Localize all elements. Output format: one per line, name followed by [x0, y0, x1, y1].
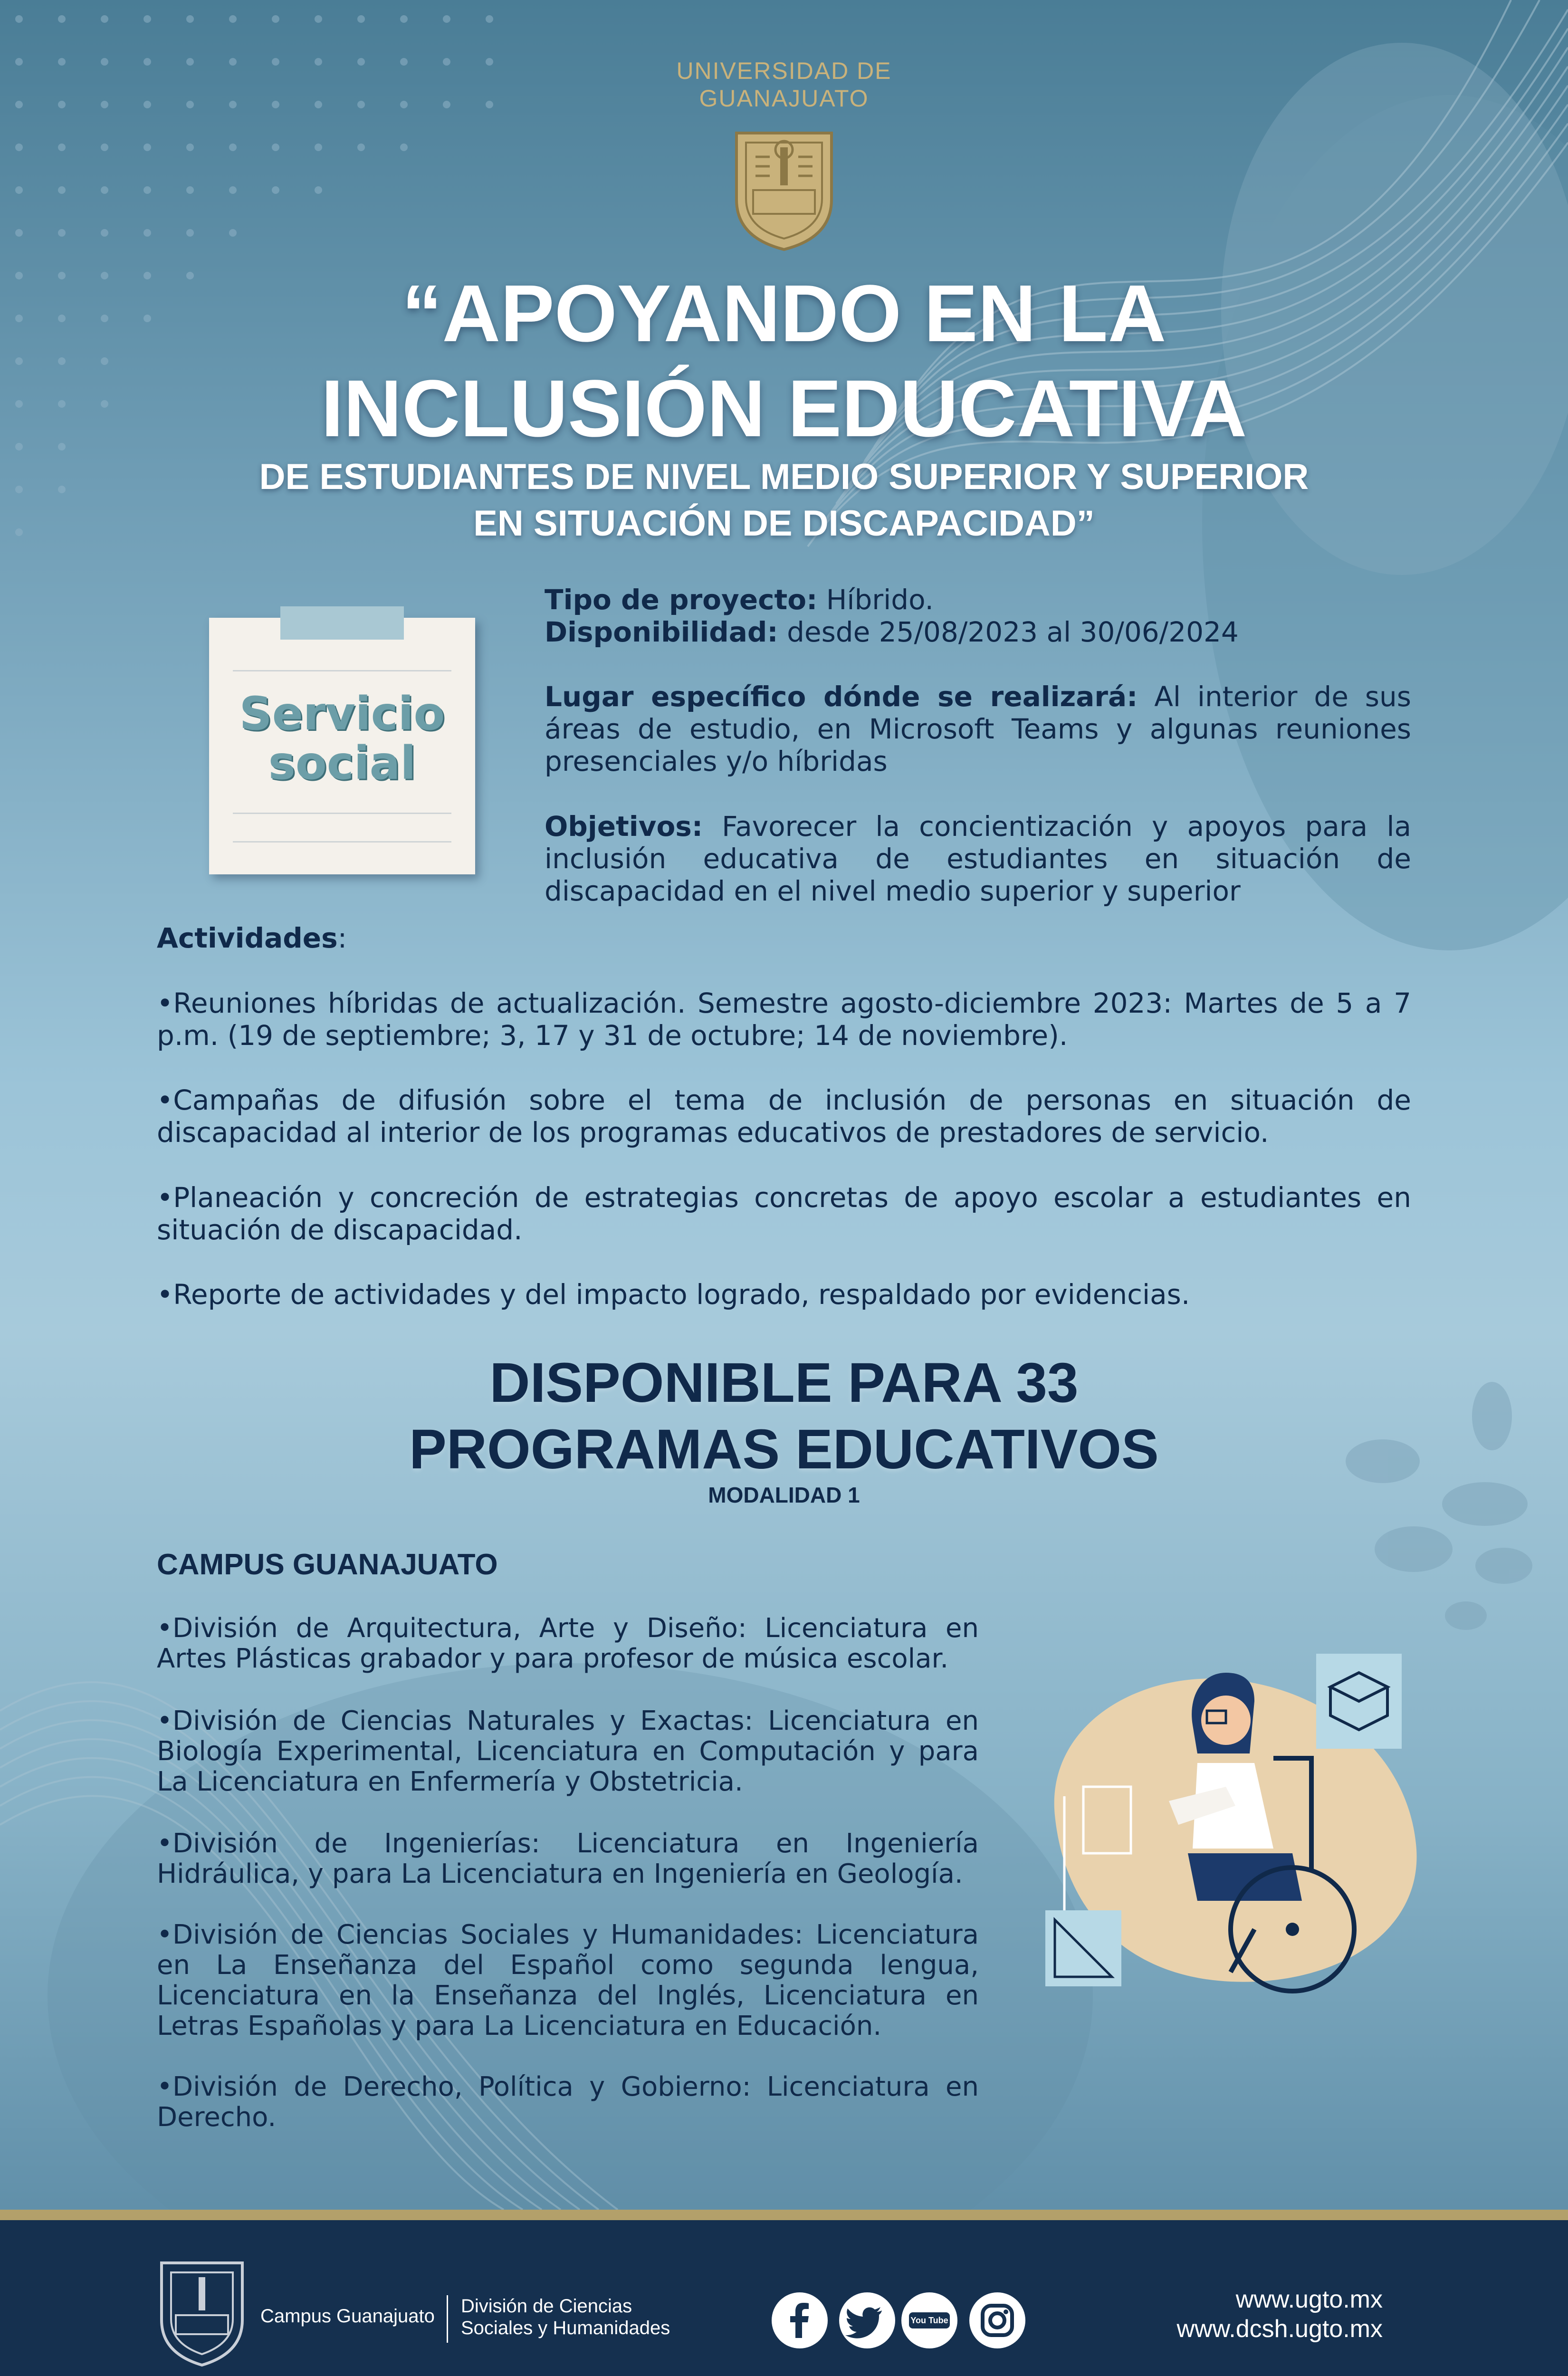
facebook-icon[interactable]	[772, 2292, 828, 2348]
card-label	[209, 689, 475, 788]
program-item: •División de Ciencias Sociales y Humanidades: Licenciatura en La Enseñanza del Español como segunda lengua, Licenciatura en la Enseñanza del Inglés, Licenciatura en Letras Españolas y para La Licenciatura en Educación.	[157, 1919, 979, 2041]
university-seal-icon	[727, 128, 841, 252]
objectives-label: Objetivos:	[545, 810, 703, 843]
activities-label: Actividades	[157, 922, 338, 954]
footer-websites	[1093, 2285, 1383, 2344]
footer-division	[461, 2295, 670, 2339]
location	[545, 680, 1411, 777]
servicio-social-card	[209, 618, 475, 874]
location-value: Al interior de sus áreas de estudio, en Microsoft Teams y algunas reuniones presenciales y/o híbridas	[545, 680, 1412, 777]
subtitle-line2: EN SITUACIÓN DE DISCAPACIDAD”	[473, 503, 1095, 544]
project-type	[545, 584, 1411, 616]
available-heading-line2: PROGRAMAS EDUCATIVOS	[409, 1418, 1159, 1481]
availability-value: desde 25/08/2023 al 30/06/2024	[787, 616, 1239, 648]
university-name	[618, 57, 950, 112]
card-label-line2: social	[268, 737, 416, 790]
youtube-icon[interactable]	[901, 2292, 957, 2348]
youtube-icon-text: You Tube	[910, 2316, 948, 2325]
project-type-value: Híbrido.	[826, 584, 934, 616]
program-item: •División de Derecho, Política y Gobierno: Licenciatura en Derecho.	[157, 2071, 979, 2133]
card-line	[233, 841, 451, 843]
footer-division-line1: División de Ciencias	[461, 2296, 632, 2317]
modalidad-label: MODALIDAD 1	[708, 1483, 860, 1507]
card-tape	[280, 606, 404, 640]
availability	[545, 616, 1411, 648]
university-name-line2: GUANAJUATO	[699, 85, 869, 112]
available-heading-line1: DISPONIBLE PARA 33	[489, 1351, 1079, 1414]
activities-heading	[157, 922, 1411, 954]
objectives-value: Favorecer la concientización y apoyos para la inclusión educativa de estudiantes en situación de discapacidad en el nivel medio superior y superior	[545, 810, 1411, 907]
program-item: •División de Ciencias Naturales y Exactas: Licenciatura en Biología Experimental, Licenciatura en Computación y para La Licenciatura en Enfermería y Obstetricia.	[157, 1705, 979, 1797]
available-heading	[143, 1350, 1425, 1483]
footer-separator	[447, 2295, 448, 2343]
activity-item: •Reuniones híbridas de actualización. Semestre agosto-diciembre 2023: Martes de 5 a 7 p.m. (19 de septiembre; 3, 17 y 31 de octubre; 14 de noviembre).	[157, 987, 1411, 1052]
project-type-label: Tipo de proyecto:	[545, 584, 818, 616]
activity-item: •Campañas de difusión sobre el tema de inclusión de personas en situación de discapacidad al interior de los programas educativos de prestadores de servicio.	[157, 1084, 1411, 1149]
subtitle-line1: DE ESTUDIANTES DE NIVEL MEDIO SUPERIOR Y SUPERIOR	[259, 457, 1309, 497]
card-line	[233, 813, 451, 814]
main-title-line1: “APOYANDO EN LA	[402, 268, 1166, 359]
main-title-line2: INCLUSIÓN EDUCATIVA	[321, 364, 1247, 454]
twitter-icon[interactable]	[839, 2292, 895, 2348]
activities-colon: :	[337, 922, 347, 954]
footer-seal-icon	[157, 2258, 247, 2367]
objectives	[545, 810, 1411, 907]
card-label-line1: Servicio	[239, 687, 445, 740]
footer-division-line2: Sociales y Humanidades	[461, 2318, 670, 2338]
location-label: Lugar específico dónde se realizará:	[545, 680, 1138, 713]
footer-campus: Campus Guanajuato	[260, 2306, 435, 2327]
subtitle	[143, 454, 1425, 547]
campus-heading: CAMPUS GUANAJUATO	[157, 1548, 498, 1581]
activity-item: •Planeación y concreción de estrategias concretas de apoyo escolar a estudiantes en situación de discapacidad.	[157, 1181, 1411, 1246]
wheelchair-student-illustration	[1026, 1644, 1425, 1996]
availability-label: Disponibilidad:	[545, 616, 778, 648]
footer-gold-line	[0, 2210, 1568, 2220]
main-title	[143, 266, 1425, 456]
website-link-ugto[interactable]: www.ugto.mx	[1235, 2286, 1383, 2313]
program-item: •División de Arquitectura, Arte y Diseño: Licenciatura en Artes Plásticas grabador y para profesor de música escolar.	[157, 1613, 979, 1674]
program-item: •División de Ingenierías: Licenciatura en Ingeniería Hidráulica, y para La Licenciatura en Ingeniería en Geología.	[157, 1828, 979, 1889]
instagram-icon[interactable]	[969, 2292, 1025, 2348]
website-link-dcsh[interactable]: www.dcsh.ugto.mx	[1176, 2315, 1383, 2343]
activity-item: •Reporte de actividades y del impacto logrado, respaldado por evidencias.	[157, 1278, 1190, 1311]
card-line	[233, 670, 451, 671]
university-name-line1: UNIVERSIDAD DE	[676, 57, 892, 84]
